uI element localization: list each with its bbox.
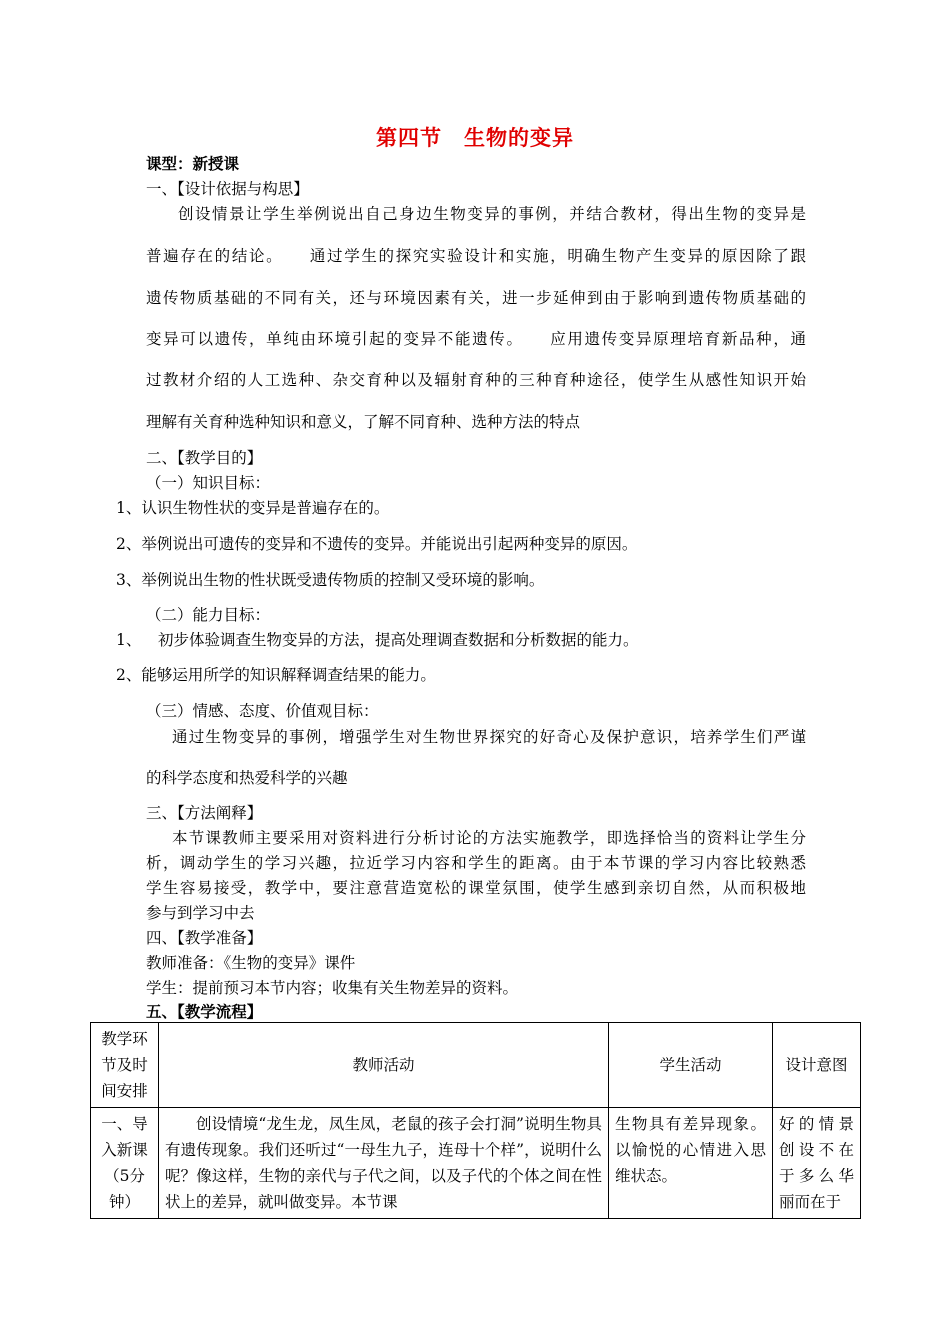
knowledge-goal-3: 3、举例说出生物的性状既受遗传物质的控制又受环境的影响。: [116, 571, 545, 589]
teaching-flow-table: [90, 1022, 861, 1219]
table-row: [91, 1108, 861, 1219]
knowledge-goal-2: 2、举例说出可遗传的变异和不遗传的变异。并能说出引起两种变异的原因。: [116, 535, 638, 553]
emotion-goal-line: 的科学态度和热爱科学的兴趣: [146, 769, 348, 787]
method-line: 参与到学习中去: [146, 904, 255, 922]
section-1-line: 普遍存在的结论。 通过学生的探究实验设计和实施，明确生物产生变异的原因除了跟: [146, 247, 806, 265]
section-1-line: 过教材介绍的人工选种、杂交育种以及辐射育种的三种育种途径，使学生从感性知识开始: [146, 371, 806, 389]
method-line: 析，调动学生的学习兴趣，拉近学习内容和学生的距离。由于本节课的学习内容比较熟悉: [146, 854, 806, 872]
ability-goal-1-number: 1、: [116, 631, 142, 649]
knowledge-goals-heading: （一）知识目标：: [146, 474, 271, 492]
header-design-intent: 设计意图: [773, 1023, 861, 1108]
header-stage: 教学环节及时间安排: [91, 1023, 159, 1108]
student-activity-cell: 生物具有差异现象。以愉悦的心情进入思维状态。: [609, 1108, 773, 1219]
section-2-heading: 二、【教学目的】: [146, 449, 263, 467]
section-1-line: 创设情景让学生举例说出自己身边生物变异的事例，并结合教材，得出生物的变异是: [178, 205, 806, 223]
method-line: 学生容易接受，教学中，要注意营造宽松的课堂氛围，使学生感到亲切自然，从而积极地: [146, 879, 806, 897]
section-5-heading: 五、【教学流程】: [146, 1003, 263, 1021]
section-1-line: 理解有关育种选种知识和意义，了解不同育种、选种方法的特点: [146, 413, 581, 431]
lesson-type: 课型：新授课: [146, 155, 240, 173]
emotion-goals-heading: （三）情感、态度、价值观目标：: [146, 702, 379, 720]
section-1-line: 变异可以遗传，单纯由环境引起的变异不能遗传。 应用遗传变异原理培育新品种，通: [146, 330, 806, 348]
design-intent-cell: 好的情景创设不在于多么华丽而在于: [773, 1108, 861, 1219]
section-4-heading: 四、【教学准备】: [146, 929, 263, 947]
stage-cell: 一、导入新课（5分钟）: [91, 1108, 159, 1219]
method-line: 本节课教师主要采用对资料进行分析讨论的方法实施教学，即选择恰当的资料让学生分: [172, 829, 806, 847]
emotion-goal-line: 通过生物变异的事例，增强学生对生物世界探究的好奇心及保护意识，培养学生们严谨: [172, 728, 806, 746]
ability-goal-2: 2、能够运用所学的知识解释调查结果的能力。: [116, 666, 436, 684]
header-student-activity: 学生活动: [609, 1023, 773, 1108]
header-teacher-activity: 教师活动: [159, 1023, 609, 1108]
student-preparation: 学生：提前预习本节内容；收集有关生物差异的资料。: [146, 979, 519, 997]
section-1-heading: 一、【设计依据与构思】: [146, 180, 309, 198]
ability-goals-heading: （二）能力目标：: [146, 606, 271, 624]
teacher-preparation: 教师准备：《生物的变异》课件: [146, 954, 356, 972]
teacher-activity-cell: 创设情境“龙生龙，凤生凤，老鼠的孩子会打洞”说明生物具有遗传现象。我们还听过“一母生九子，连母十个样”，说明什么呢？像这样，生物的亲代与子代之间，以及子代的个体之间在性状上的差异，就叫做变异。本节课: [159, 1108, 609, 1219]
ability-goal-1-text: 初步体验调查生物变异的方法，提高处理调查数据和分析数据的能力。: [158, 631, 639, 649]
page-title: 第四节 生物的变异: [376, 126, 574, 150]
section-3-heading: 三、【方法阐释】: [146, 804, 263, 822]
table-header-row: [91, 1023, 861, 1108]
section-1-line: 遗传物质基础的不同有关，还与环境因素有关，进一步延伸到由于影响到遗传物质基础的: [146, 289, 806, 307]
knowledge-goal-1: 1、认识生物性状的变异是普遍存在的。: [116, 499, 390, 517]
